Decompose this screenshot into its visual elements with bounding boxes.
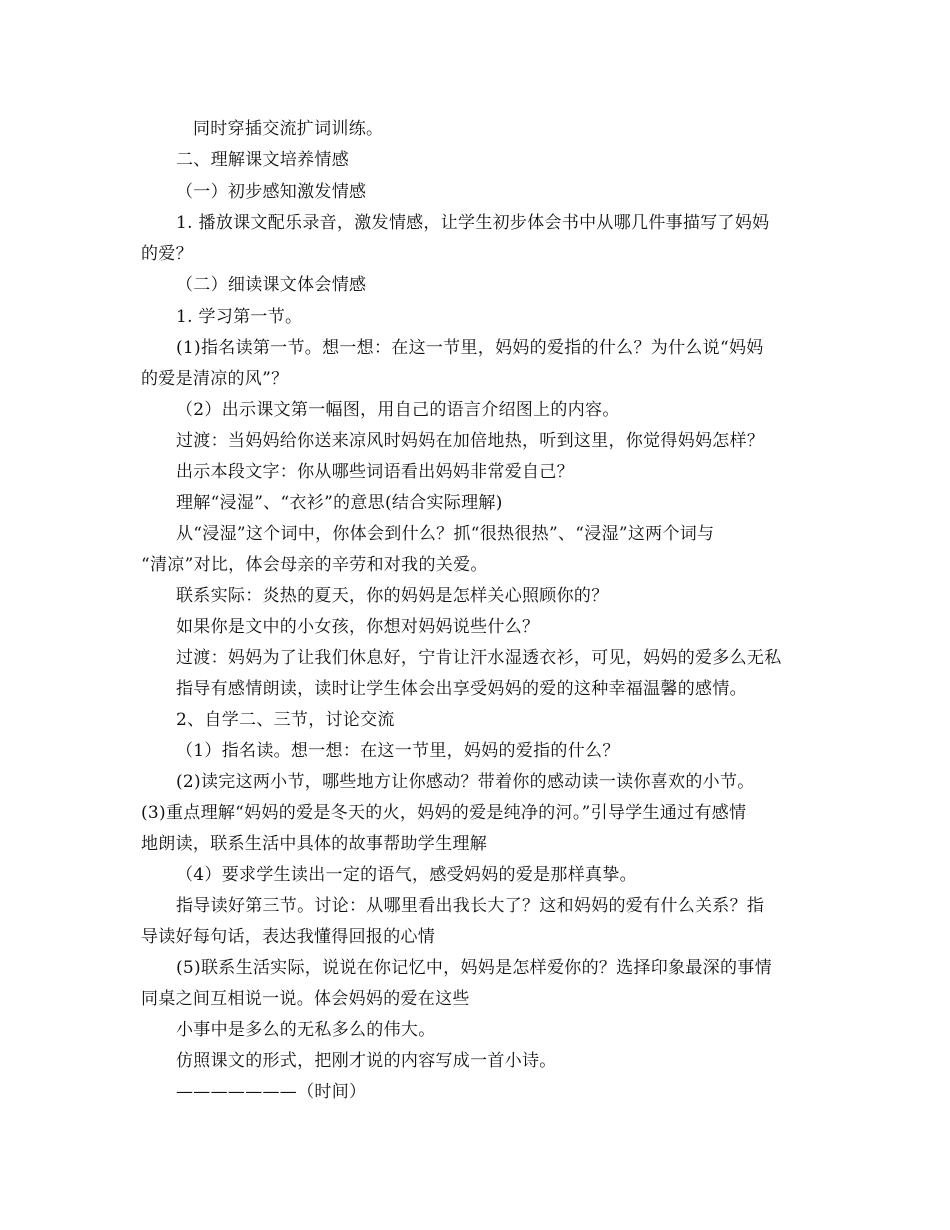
text-line: 地朗读，联系生活中具体的故事帮助学生理解 (141, 834, 487, 854)
text-line: 联系实际：炎热的夏天，你的妈妈是怎样关心照顾你的？ (176, 586, 609, 606)
text-line: 如果你是文中的小女孩，你想对妈妈说些什么？ (176, 617, 540, 637)
text-line: 的爱？ (141, 244, 193, 264)
text-line: (1)指名读第一节。想一想：在这一节里，妈妈的爱指的什么？为什么说“妈妈 (176, 338, 764, 358)
text-line: 同时穿插交流扩词训练。 (193, 119, 384, 139)
subsection-heading: （一）初步感知激发情感 (176, 182, 367, 202)
text-line: 1. 播放课文配乐录音，激发情感，让学生初步体会书中从哪几件事描写了妈妈 (176, 213, 770, 233)
subsection-heading: （二）细读课文体会情感 (176, 275, 367, 295)
text-line: (3)重点理解“妈妈的爱是冬天的火，妈妈的爱是纯净的河。”引导学生通过有感情 (141, 803, 747, 823)
text-line: 出示本段文字：你从哪些词语看出妈妈非常爱自己？ (176, 462, 574, 482)
text-line: 仿照课文的形式，把刚才说的内容写成一首小诗。 (176, 1051, 557, 1071)
text-line: 2、自学二、三节，讨论交流 (176, 710, 395, 730)
text-line: 小事中是多么的无私多么的伟大。 (176, 1020, 436, 1040)
section-heading: 二、理解课文培养情感 (176, 150, 349, 170)
text-line: 理解“浸湿”、“衣衫”的意思(结合实际理解) (176, 493, 503, 513)
text-line: （1）指名读。想一想：在这一节里，妈妈的爱指的什么？ (176, 741, 620, 761)
text-line: (5)联系生活实际，说说在你记忆中，妈妈是怎样爱你的？选择印象最深的事情 (176, 958, 772, 978)
text-line: 指导有感情朗读，读时让学生体会出享受妈妈的爱的这种幸福温馨的感情。 (176, 679, 747, 699)
text-line: （4）要求学生读出一定的语气，感受妈妈的爱是那样真挚。 (176, 865, 637, 885)
text-line: 指导读好第三节。讨论：从哪里看出我长大了？这和妈妈的爱有什么关系？指 (176, 896, 765, 916)
text-line: 的爱是清凉的风”？ (141, 369, 289, 389)
text-line: 导读好每句话，表达我懂得回报的心情 (141, 927, 436, 947)
text-line: 同桌之间互相说一说。体会妈妈的爱在这些 (141, 989, 470, 1009)
text-line: （2）出示课文第一幅图，用自己的语言介绍图上的内容。 (176, 400, 620, 420)
text-line: 过渡：妈妈为了让我们休息好，宁肯让汗水湿透衣衫，可见，妈妈的爱多么无私 (176, 648, 782, 668)
text-line: 1. 学习第一节。 (176, 307, 303, 327)
text-line: 从“浸湿”这个词中，你体会到什么？抓“很热很热”、“浸湿”这两个词与 (176, 524, 715, 544)
text-line: (2)读完这两小节，哪些地方让你感动？带着你的感动读一读你喜欢的小节。 (176, 772, 755, 792)
text-line: “清凉”对比，体会母亲的辛劳和对我的关爱。 (141, 555, 488, 575)
text-line: ———————（时间） (176, 1082, 367, 1102)
text-line: 过渡：当妈妈给你送来凉风时妈妈在加倍地热，听到这里，你觉得妈妈怎样？ (176, 431, 765, 451)
